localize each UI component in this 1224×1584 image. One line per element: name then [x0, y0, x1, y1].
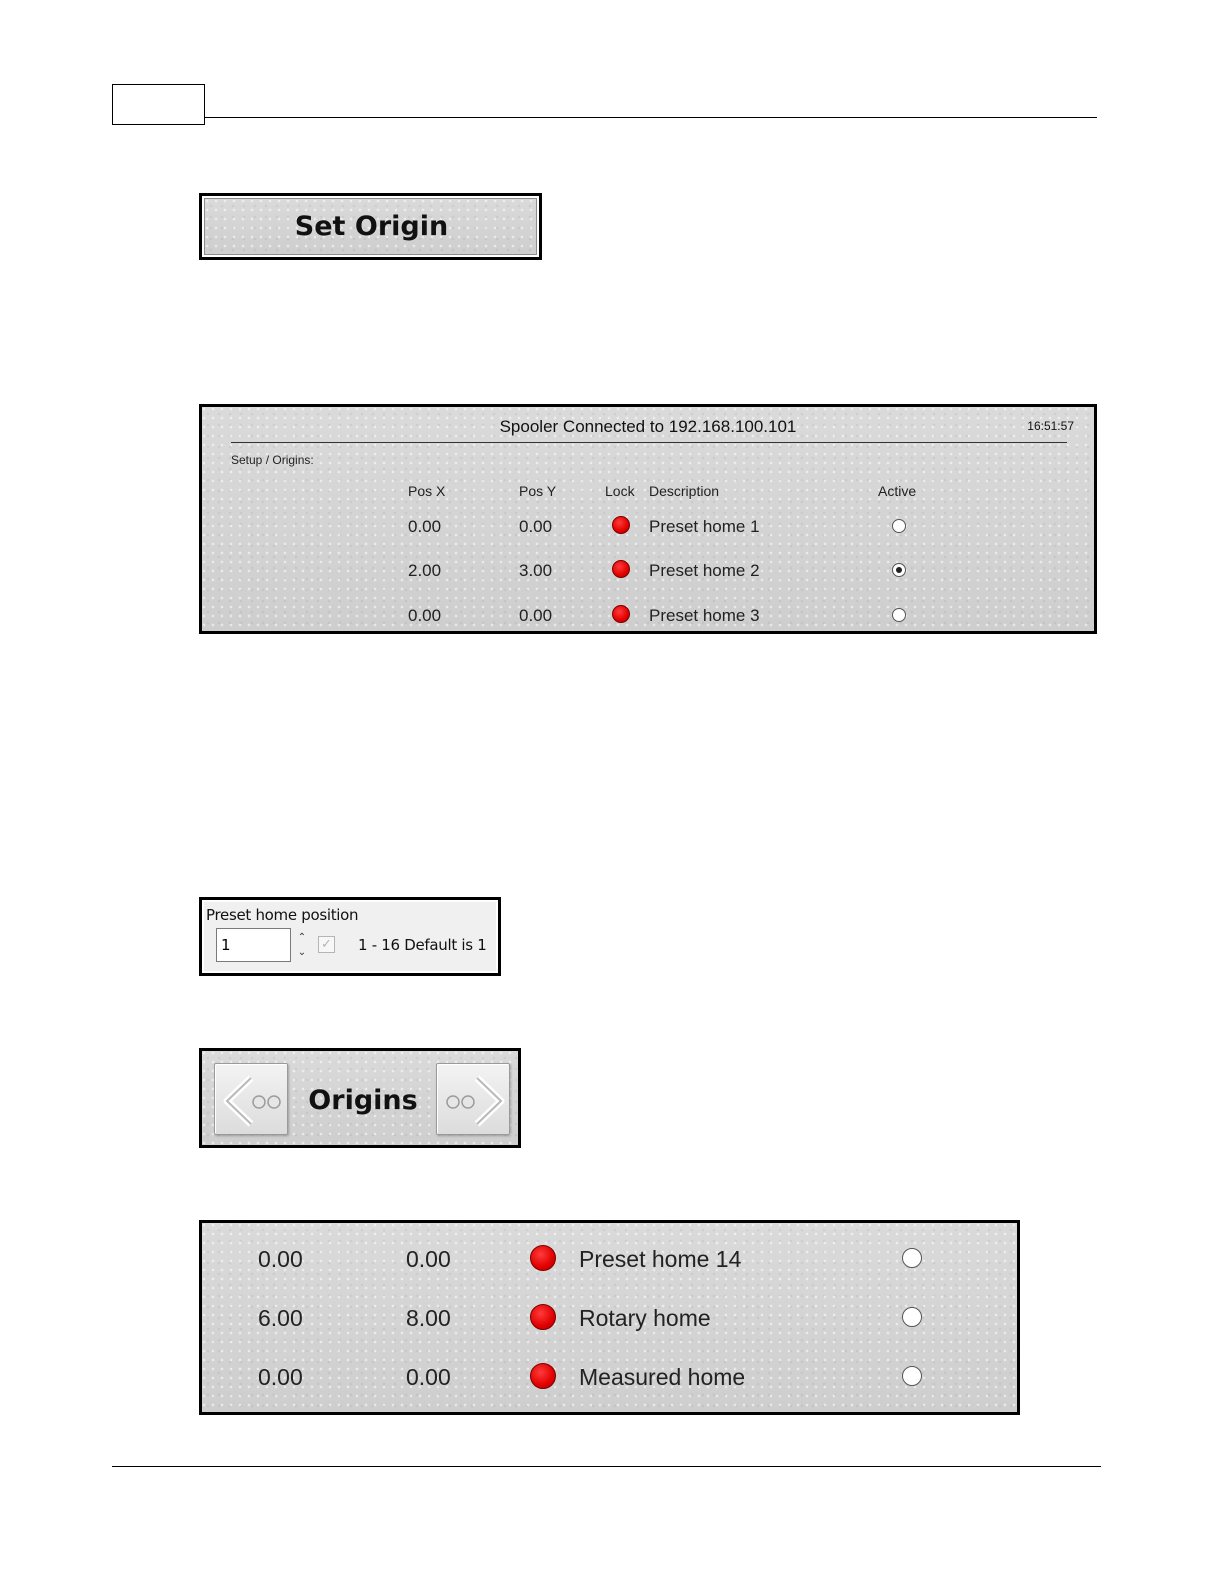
- checkbox[interactable]: ✓: [318, 936, 335, 953]
- lower-row3-description: Measured home: [579, 1364, 746, 1390]
- lower-row1-pos-y: 0.00: [406, 1246, 451, 1272]
- origins-screen: [199, 404, 1097, 634]
- preset-home-title: Preset home position: [206, 906, 359, 924]
- header-lock: Lock: [605, 483, 635, 499]
- lower-row1-active-radio[interactable]: [902, 1248, 922, 1268]
- lower-row1-pos-x: 0.00: [258, 1246, 303, 1272]
- set-origin-label: Set Origin: [204, 198, 537, 255]
- lower-row3-lock-indicator[interactable]: [530, 1363, 556, 1389]
- divider: [231, 442, 1067, 443]
- set-origin-button[interactable]: [199, 193, 542, 260]
- row2-lock-indicator[interactable]: [612, 560, 630, 578]
- preset-home-input[interactable]: [216, 928, 291, 962]
- lower-row2-description: Rotary home: [579, 1305, 711, 1331]
- row1-active-radio[interactable]: [892, 519, 906, 533]
- origins-nav-header: [199, 1048, 521, 1148]
- row1-lock-indicator[interactable]: [612, 516, 630, 534]
- row1-pos-x: 0.00: [408, 517, 442, 536]
- spin-down-icon[interactable]: ⌄: [297, 947, 307, 958]
- range-note: 1 - 16 Default is 1: [358, 936, 487, 954]
- lower-row2-pos-y: 8.00: [406, 1305, 451, 1331]
- spin-up-icon[interactable]: ⌃: [297, 932, 307, 943]
- clock: 16:51:57: [1027, 419, 1074, 433]
- page-number-box: [112, 84, 205, 125]
- row3-pos-y: 0.00: [519, 606, 553, 625]
- header-active: Active: [878, 483, 917, 499]
- row2-pos-y: 3.00: [519, 561, 553, 580]
- lower-row2-active-radio[interactable]: [902, 1307, 922, 1327]
- header-pos-y: Pos Y: [519, 483, 557, 499]
- prev-arrow-icon: [215, 1064, 289, 1136]
- row1-pos-y: 0.00: [519, 517, 553, 536]
- next-arrow-icon: [437, 1064, 511, 1136]
- footer-rule: [112, 1466, 1101, 1467]
- row2-active-radio[interactable]: [892, 563, 906, 577]
- origins-list-lower: [199, 1220, 1020, 1415]
- nav-title: Origins: [308, 1085, 418, 1116]
- preset-home-control: [199, 897, 501, 976]
- row3-description: Preset home 3: [649, 606, 760, 625]
- breadcrumb: Setup / Origins:: [231, 453, 314, 467]
- prev-button[interactable]: [214, 1063, 288, 1135]
- lower-row3-active-radio[interactable]: [902, 1366, 922, 1386]
- row1-description: Preset home 1: [649, 517, 760, 536]
- header-pos-x: Pos X: [408, 483, 446, 499]
- row3-pos-x: 0.00: [408, 606, 442, 625]
- lower-row1-description: Preset home 14: [579, 1246, 742, 1272]
- lower-row1-lock-indicator[interactable]: [530, 1245, 556, 1271]
- lower-row3-pos-y: 0.00: [406, 1364, 451, 1390]
- header-rule: [205, 117, 1097, 118]
- lower-row2-lock-indicator[interactable]: [530, 1304, 556, 1330]
- lower-row3-pos-x: 0.00: [258, 1364, 303, 1390]
- row3-active-radio[interactable]: [892, 608, 906, 622]
- row2-description: Preset home 2: [649, 561, 760, 580]
- spin-buttons[interactable]: [295, 930, 309, 962]
- lower-row2-pos-x: 6.00: [258, 1305, 303, 1331]
- row3-lock-indicator[interactable]: [612, 605, 630, 623]
- row2-pos-x: 2.00: [408, 561, 442, 580]
- connection-status: Spooler Connected to 192.168.100.101: [499, 417, 797, 436]
- header-description: Description: [649, 483, 720, 499]
- next-button[interactable]: [436, 1063, 510, 1135]
